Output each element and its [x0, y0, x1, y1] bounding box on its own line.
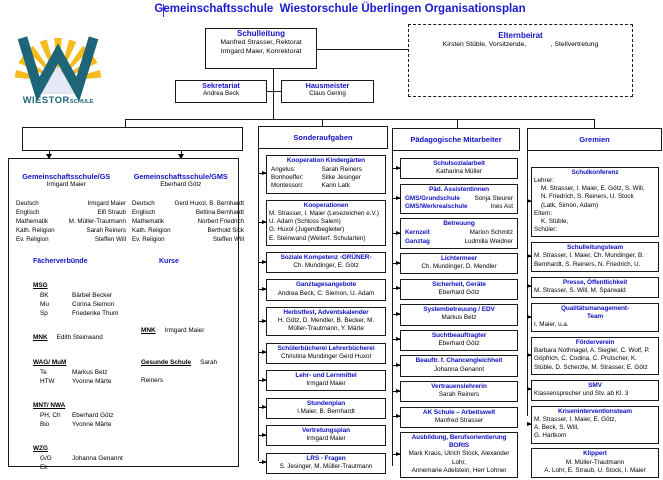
pair-list: [269, 166, 383, 191]
item-title: Klippert: [583, 450, 607, 458]
logo-text-sub: SCHULE: [69, 99, 94, 106]
gs-header: [9, 172, 124, 188]
subject-abbr: Te: [40, 368, 47, 376]
subjects-table: [9, 188, 244, 245]
gs-subject: Deutsch: [16, 200, 39, 207]
box-line: Andrea Beck: [202, 90, 240, 98]
faecherverbuende-groups: [33, 274, 141, 480]
item-line: Ch. Mundinger, E. Götz: [293, 262, 359, 270]
pair-value: Ludmilla Weidner: [464, 237, 513, 245]
page-title: Gemeinschaftsschule Wiestorschule Überlingen Organisationsplan: [154, 3, 526, 15]
org-box-betreuung: [400, 218, 518, 248]
org-box-schulleitungsteam: [531, 242, 659, 271]
elternbeirat-box: [408, 24, 633, 97]
item-line: Barbara Nothnagel, A. Siegler, C. Wolf, P. Göpfrich, C. Codina, C. Prutscher, K. Stüble, D. Scherzle, M. Strasser, E. Götz: [534, 347, 650, 371]
item-line: M. Strasser, I. Maier, E. Götz, S. Will,: [541, 185, 645, 193]
gms-subject: Englisch: [132, 208, 156, 216]
pair-list: [403, 229, 515, 245]
item-line: A. Beck, S. Will,: [534, 424, 579, 432]
item-title: Lichtermeer: [440, 255, 478, 263]
column-items-gremien: [531, 167, 659, 478]
connector-line: [322, 119, 323, 126]
item-line: Klassensprecher und Stv. ab Kl. 3: [534, 389, 629, 397]
item-line: Eberhard Götz: [438, 288, 480, 296]
item-line: Irmgard Maier: [306, 435, 346, 443]
group-name-row: [141, 319, 238, 337]
column-items-sonderaufgaben: [266, 155, 386, 474]
item-title: Schulsozialarbeit: [433, 160, 485, 167]
org-box-systembetreuung-edv: [400, 304, 518, 325]
item-line: M. Müller-Trautmann: [565, 458, 625, 466]
item-line: M. Strasser, I. Maier, Ch. Mundinger, B. Bernhardt, S. Reiners, N. Friedrich, U.: [534, 252, 644, 268]
pair-label: GMS/Grundschule: [405, 194, 460, 202]
group-person: Edith Steinwand: [56, 333, 103, 341]
pair-value: Silke Jesinger: [321, 174, 361, 182]
box-title: Schulleitung: [237, 29, 285, 38]
org-box-ausbildung-berufsorientierung: [400, 432, 518, 478]
org-box-schülerbücherei-lehrerbücherei: [266, 343, 386, 364]
item-line: M. Strasser, I. Maier, E. Götz,: [534, 416, 617, 424]
item-line: K. Stüble,: [541, 217, 569, 225]
org-box-ak-schule-arbeitswelt: [400, 407, 518, 428]
item-title: Suchtbeauftragter: [431, 331, 487, 339]
connector-line: [317, 49, 408, 50]
item-line: Schüler:: [534, 226, 558, 234]
group-name-row: [33, 394, 141, 412]
box-line: Kirsten Stüble, Vorsitzende, , Stellvertretung: [442, 41, 599, 48]
schulleitung-box: [205, 28, 317, 69]
item-line: Markus Betz: [441, 314, 477, 322]
gs-subject: Mathematik: [16, 217, 48, 225]
group-name-row: [141, 351, 238, 387]
pair-label: Kernzeit: [405, 229, 430, 237]
group-wag-mum: [33, 351, 141, 387]
item-line: M. Strasser, S. Will, M. Sparwald: [534, 286, 626, 294]
gs-person: M. Müller-Trautmann: [68, 217, 126, 225]
group-mnk: [141, 319, 238, 337]
hausmeister-box: [281, 80, 374, 103]
group-name: Gesunde Schule: [141, 358, 192, 366]
item-title: Schulleitungsteam: [566, 244, 624, 252]
group-person: Johanna Genannt: [72, 454, 123, 462]
gs-title: Gemeinschaftsschule/GS: [22, 172, 111, 181]
group-person: Sarah Reiners: [141, 358, 218, 384]
pair-row: [269, 166, 383, 174]
subject-abbr: G/G: [40, 454, 52, 462]
group-row: [33, 378, 141, 387]
pair-row: [269, 182, 383, 190]
box-line: Claus Gering: [309, 90, 346, 98]
pair-list: [403, 195, 515, 211]
item-title: LRS - Fragen: [306, 454, 346, 462]
group-row: [33, 464, 141, 473]
box-title: Elternbeirat: [498, 31, 543, 40]
item-line: Manfred Strasser: [434, 416, 484, 424]
org-box-lrs-fragen: [266, 453, 386, 474]
gms-person: Gerd Huxol, B. Bernhardt: [174, 200, 244, 207]
group-name: MNK: [33, 333, 48, 341]
column-header-sonderaufgaben: Sonderaufgaben: [258, 126, 388, 149]
group-wzg: [33, 437, 141, 473]
subject-abbr: Mu: [40, 300, 49, 308]
pair-label: GMS/Werkrealschule: [405, 202, 468, 210]
group-name: WZG: [33, 444, 48, 452]
org-box-vertrauenslehrerin: [400, 381, 518, 402]
org-box-schulkonferenz: [531, 167, 659, 237]
group-person: Yvonne Märte: [72, 377, 112, 385]
subject-abbr: PH, Ch: [40, 411, 61, 419]
item-title: Förderverein: [575, 339, 615, 347]
gms-subject: Ev. Religion: [132, 235, 165, 243]
group-person: Corina Siemon: [72, 300, 115, 308]
org-box-päd-assistentinnen: [400, 184, 518, 214]
pair-value: Ines Ast: [490, 202, 513, 210]
item-line: Andrea Beck, C. Siemon, U. Adam: [277, 289, 375, 297]
group-row: [33, 369, 141, 378]
item-line: Annemarie Adelstein, Herr Lohner: [411, 466, 507, 474]
group-person: Irmgard Maier: [164, 326, 205, 334]
pair-label: Ganztag: [405, 237, 430, 245]
org-box-förderverein: [531, 337, 659, 375]
gs-person: Elfi Straub: [97, 208, 126, 216]
item-line: U. Adam (Schloss Salem): [269, 218, 341, 226]
item-line: Eberhard Götz: [438, 339, 480, 347]
group-row: [33, 421, 141, 430]
item-title-2: BORIS: [448, 442, 470, 450]
item-line: S. Jesinger, M. Müller-Trautmann: [279, 462, 373, 470]
item-title: Betreuung: [443, 220, 475, 228]
group-name-row: [33, 351, 141, 369]
item-line: I. Maier, u.a.: [534, 321, 569, 329]
item-line: (Latk, Simon, Adam): [541, 201, 599, 209]
gs-person: Steffen Will: [94, 235, 126, 243]
item-title: Herbstfest, Adventskalender: [283, 308, 369, 316]
item-title: Ganztagesangebote: [295, 281, 357, 289]
item-line: Ch. Mundinger, D. Mendler: [421, 263, 497, 271]
org-box-kriseninterventionsteam: [531, 406, 659, 444]
pair-value: Sonja Steurer: [474, 194, 513, 202]
item-title: Kooperation Kindergärten: [286, 157, 366, 164]
gms-person: Berthold Sick: [207, 226, 244, 234]
gs-person: Irmgard Maier: [87, 200, 126, 207]
group-row: [33, 310, 141, 319]
item-line: A. Lohr, E. Straub, U. Stock, I. Maier: [544, 466, 646, 474]
column-items-paedagogische-mitarbeiter: [400, 158, 518, 478]
item-title: Kooperationen: [303, 201, 349, 209]
org-box-herbstfest-adventskalender: [266, 307, 386, 336]
pair-value: Marion Schmitz: [469, 229, 513, 237]
item-title: Sicherheit, Geräte: [432, 280, 486, 288]
box-line: Manfred Strasser, Rektorat: [220, 39, 302, 46]
org-box-kooperation-kindergärten: [266, 155, 386, 194]
gs-leader: Irmgard Maier: [46, 181, 86, 188]
item-title: SMV: [588, 381, 602, 389]
gms-title: Gemeinschaftsschule/GMS: [133, 172, 228, 181]
item-line: G. Hartkorn: [534, 432, 567, 440]
item-line: H. Götz, D. Mendler, B. Becker, M. Müller-Trautmann, Y. Märte: [277, 317, 375, 333]
item-line: G. Huxol (Jugendbegleiter): [269, 226, 345, 234]
connector-line: [457, 119, 458, 128]
group-row: [33, 301, 141, 310]
pair-label: Angelus:: [271, 166, 296, 174]
gs-person: Sarah Reiners: [86, 226, 126, 234]
item-line: Sarah Reiners: [438, 391, 480, 399]
item-title-2: Team: [586, 312, 604, 320]
item-title: Päd. Assistentinnen: [429, 185, 489, 193]
group-name: MNT/ NWA: [33, 401, 66, 409]
box-title: Sekretariat: [202, 81, 240, 90]
group-msg: [33, 274, 141, 319]
org-box-schulsozialarbeit: [400, 158, 518, 179]
org-box-klippert: [531, 448, 659, 477]
connector-line: [267, 91, 281, 92]
column-header-paedagogische-mitarbeiter: Pädagogische Mitarbeiter: [392, 128, 520, 151]
item-line: Katharina Müller: [436, 168, 482, 176]
org-box-ganztagesangebote: [266, 279, 386, 300]
subject-abbr: Ek: [40, 463, 48, 471]
connector-rail: [258, 148, 259, 461]
column-header-gremien: Gremien: [527, 128, 662, 151]
kurse-label: Kurse: [159, 257, 179, 265]
connector-line: [594, 119, 595, 128]
subject-abbr: HTW: [40, 377, 55, 385]
item-title: Soziale Kompetenz -GRÜNER-: [280, 253, 372, 261]
pair-row: [269, 174, 383, 182]
pair-label: Montessori:: [271, 182, 304, 190]
item-line: Irmgard Maier: [306, 380, 346, 388]
org-box-kooperationen: [266, 200, 386, 246]
sekretariat-box: [175, 80, 267, 103]
connector-line: [273, 69, 274, 119]
org-box-sicherheit-geräte: [400, 279, 518, 300]
group-mnt-nwa: [33, 394, 141, 430]
gms-subject: Kath. Religion: [132, 226, 171, 234]
group-person: Bärbel Becker: [72, 291, 113, 299]
org-box-lichtermeer: [400, 253, 518, 274]
item-title: Ausbildung, Berufsorientierung: [411, 434, 507, 442]
item-title: Vertrauenslehrerin: [431, 382, 487, 390]
org-box-vertretungsplan: [266, 425, 386, 446]
item-title: Beauftr. f. Chancengleichheit: [415, 357, 503, 365]
faecherverbuende-label: Fächerverbünde: [33, 257, 88, 265]
item-title: Kriseninterventionsteam: [558, 407, 632, 415]
pair-row: [403, 229, 515, 237]
item-line: N. Friedrich, S. Reiners, U. Stock: [541, 193, 634, 201]
item-line: Christina Mundinger Gerd Huxol: [281, 352, 371, 360]
item-line: Eltern:: [534, 209, 553, 217]
connector-rail: [527, 150, 528, 416]
gms-leader: Eberhard Götz: [160, 181, 202, 188]
org-box-soziale-kompetenz-grüner: [266, 252, 386, 273]
item-line: Johanna Genannt: [433, 365, 485, 373]
empty-distribution-box: [22, 127, 243, 151]
gs-subject: Kath. Religion: [16, 226, 55, 234]
connector-line: [125, 119, 126, 127]
schularten-panel: [8, 158, 244, 471]
item-title: Schulkonferenz: [571, 169, 619, 176]
pair-value: Karin Latk: [321, 182, 350, 190]
item-title: Schülerbücherei Lehrerbücherei: [277, 344, 375, 352]
box-title: Hausmeister: [305, 81, 350, 90]
org-box-stundenplan: [266, 398, 386, 419]
svg-text:WIESTORSCHULE: [23, 95, 94, 105]
pair-row: [403, 203, 515, 211]
pair-value: Sarah Reiners: [321, 166, 362, 174]
pair-row: [403, 195, 515, 203]
subject-abbr: Bio: [40, 420, 50, 428]
gms-person: Bettina Bernhardt: [195, 208, 244, 216]
logo-text-main: WIESTOR: [22, 95, 70, 106]
group-person: Eberhard Götz: [72, 411, 114, 419]
group-mnk: [33, 326, 141, 344]
org-box-smv: [531, 380, 659, 401]
org-box-suchtbeauftragter: [400, 330, 518, 351]
group-person: Markus Betz: [72, 368, 108, 376]
item-line: E. Steinwand (Weiterf. Schularten): [269, 234, 366, 242]
item-title: Qualitätsmanagement-: [560, 304, 630, 312]
kurse-groups: [141, 274, 238, 480]
group-name-row: [33, 274, 141, 292]
school-logo: [8, 24, 108, 108]
subject-abbr: Sp: [40, 309, 48, 317]
org-box-beauftr-f-chancengleichheit: [400, 355, 518, 376]
pair-label: Bonhoeffer:: [271, 174, 304, 182]
gms-header: [124, 172, 239, 188]
group-name: WAG/ MuM: [33, 358, 67, 366]
group-row: [33, 412, 141, 421]
group-name-row: [33, 326, 141, 344]
group-row: [33, 292, 141, 301]
group-name: MSG: [33, 281, 48, 289]
gms-subject: Deutsch: [132, 200, 155, 207]
org-box-qualitätsmanagement: [531, 303, 659, 332]
pair-row: [403, 238, 515, 246]
group-person: Yvonne Märte: [72, 420, 112, 428]
gms-subject: Mathematik: [132, 217, 164, 225]
group-name: MNK: [141, 326, 156, 334]
item-line: I.Maier, B. Bernhardt: [297, 407, 355, 415]
subject-abbr: BK: [40, 291, 49, 299]
gs-subject: Ev. Religion: [16, 235, 49, 243]
item-title: Vertretungsplan: [302, 427, 350, 435]
connector-line: [125, 119, 594, 120]
group-gesunde-schule: [141, 351, 238, 387]
item-title: Lehr- und Lernmittel: [295, 372, 357, 380]
item-title: AK Schule – Arbeitswelt: [422, 408, 496, 416]
item-line: M. Strasser, I. Maier (Lesezeichen e.V.): [269, 209, 380, 217]
item-title: Systembetreuung / EDV: [423, 306, 495, 314]
item-line: Mark Kraus, Ulrich Stock, Alexander Lohr,: [408, 450, 510, 466]
group-person: Friederike Thum: [72, 309, 119, 317]
group-row: [33, 455, 141, 464]
gms-person: Norbert Friedrich: [197, 217, 244, 225]
item-title: Presse, Öffentlichkeit: [562, 278, 628, 286]
box-line: Irmgard Maier, Konrektorat: [220, 47, 302, 55]
gms-person: Steffen Will: [212, 235, 244, 243]
org-box-presse-öffentlichkeit: [531, 277, 659, 298]
org-box-lehr-und-lernmittel: [266, 370, 386, 391]
gs-subject: Englisch: [16, 208, 40, 216]
item-line: Lehrer:: [534, 177, 554, 185]
item-title: Stundenplan: [306, 399, 346, 407]
group-name-row: [33, 437, 141, 455]
